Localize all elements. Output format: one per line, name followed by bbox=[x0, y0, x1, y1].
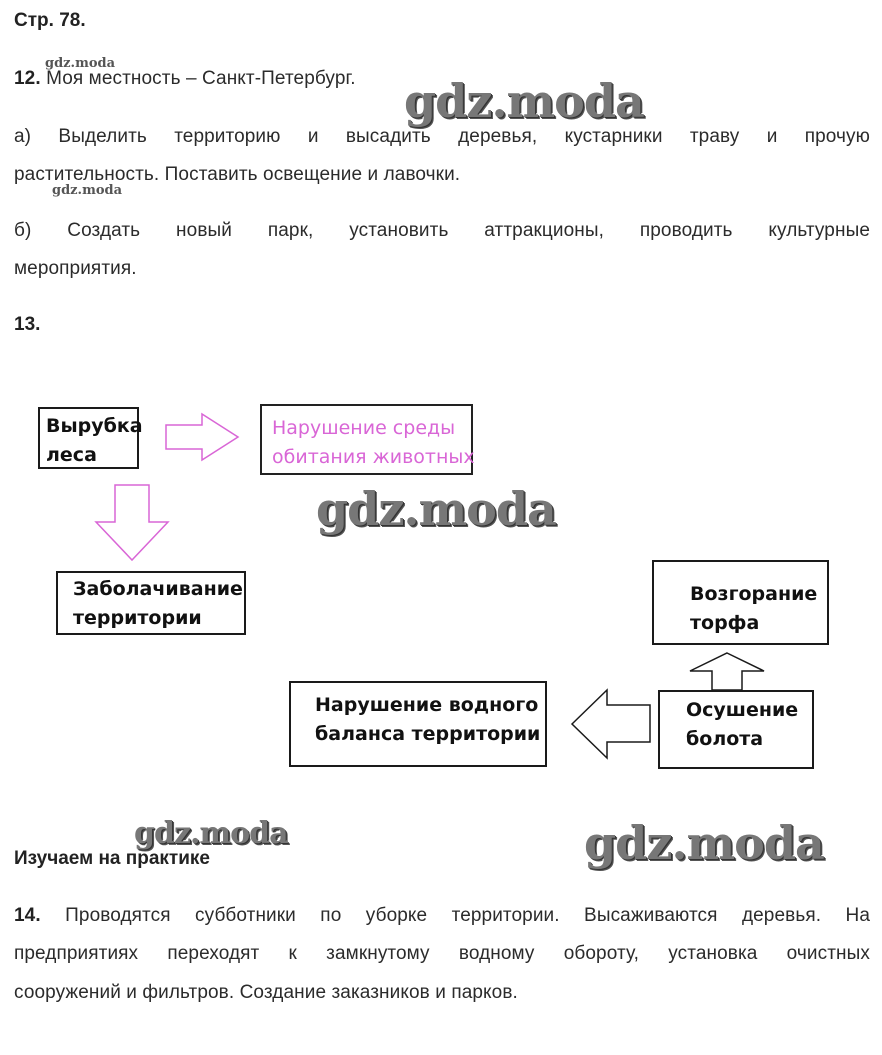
box-deforestation bbox=[38, 407, 143, 469]
box-drainage-line1: Осушение bbox=[686, 699, 799, 721]
task12-b-line1: б) Создать новый парк, установить аттракционы, проводить культурные bbox=[14, 220, 870, 241]
watermark-small-2: gdz.moda bbox=[52, 183, 123, 198]
box-peat-line1: Возгорание bbox=[690, 583, 818, 605]
watermark-large-4: gdz.moda bbox=[584, 816, 824, 870]
box-deforestation-line1: Вырубка bbox=[46, 415, 143, 437]
watermark-large-1: gdz.moda bbox=[404, 74, 644, 128]
box-swamping-line2: территории bbox=[73, 607, 202, 629]
box-water bbox=[289, 681, 547, 767]
box-drainage bbox=[658, 690, 814, 769]
box-habitat-line2: обитания животных bbox=[272, 446, 475, 468]
task12-a-line2: растительность. Поставить освещение и лавочки. bbox=[14, 164, 461, 185]
task12-a-line1: а) Выделить территорию и высадить деревья, кустарники траву и прочую bbox=[14, 126, 870, 147]
box-peat-line2: торфа bbox=[690, 612, 760, 634]
task12-title-text: Моя местность – Санкт-Петербург. bbox=[46, 68, 356, 89]
box-habitat bbox=[260, 404, 473, 475]
task12-b-line2: мероприятия. bbox=[14, 258, 137, 279]
task14-line2: предприятиях переходят к замкнутому водному обороту, установка очистных bbox=[14, 943, 870, 964]
task12-number: 12. bbox=[14, 68, 41, 89]
watermark-large-2: gdz.moda bbox=[316, 482, 556, 536]
arrow-left-black bbox=[572, 690, 650, 758]
arrow-right-pink bbox=[166, 414, 238, 460]
watermark-large-3: gdz.moda bbox=[134, 816, 288, 851]
task14-line3: сооружений и фильтров. Создание заказников и парков. bbox=[14, 982, 518, 1003]
watermark-small-1: gdz.moda bbox=[45, 56, 116, 71]
box-swamping bbox=[56, 571, 246, 635]
task14-line1 bbox=[14, 897, 870, 935]
task13-number: 13. bbox=[14, 314, 41, 335]
box-drainage-line2: болота bbox=[686, 728, 764, 750]
practice-heading: Изучаем на практике bbox=[14, 848, 210, 869]
box-swamping-line1: Заболачивание bbox=[73, 578, 243, 600]
box-habitat-line1: Нарушение среды bbox=[272, 417, 456, 439]
task14-number: 14. bbox=[14, 905, 41, 926]
box-water-line1: Нарушение водного bbox=[315, 694, 539, 716]
arrow-down-pink bbox=[96, 485, 168, 560]
arrow-up-black bbox=[690, 653, 764, 690]
box-deforestation-line2: леса bbox=[46, 444, 97, 466]
box-water-line2: баланса территории bbox=[315, 723, 541, 745]
page-ref: Стр. 78. bbox=[14, 10, 86, 31]
box-peat bbox=[652, 560, 829, 645]
task14-line1-text: Проводятся субботники по уборке территории. Высаживаются деревья. На bbox=[65, 905, 870, 926]
